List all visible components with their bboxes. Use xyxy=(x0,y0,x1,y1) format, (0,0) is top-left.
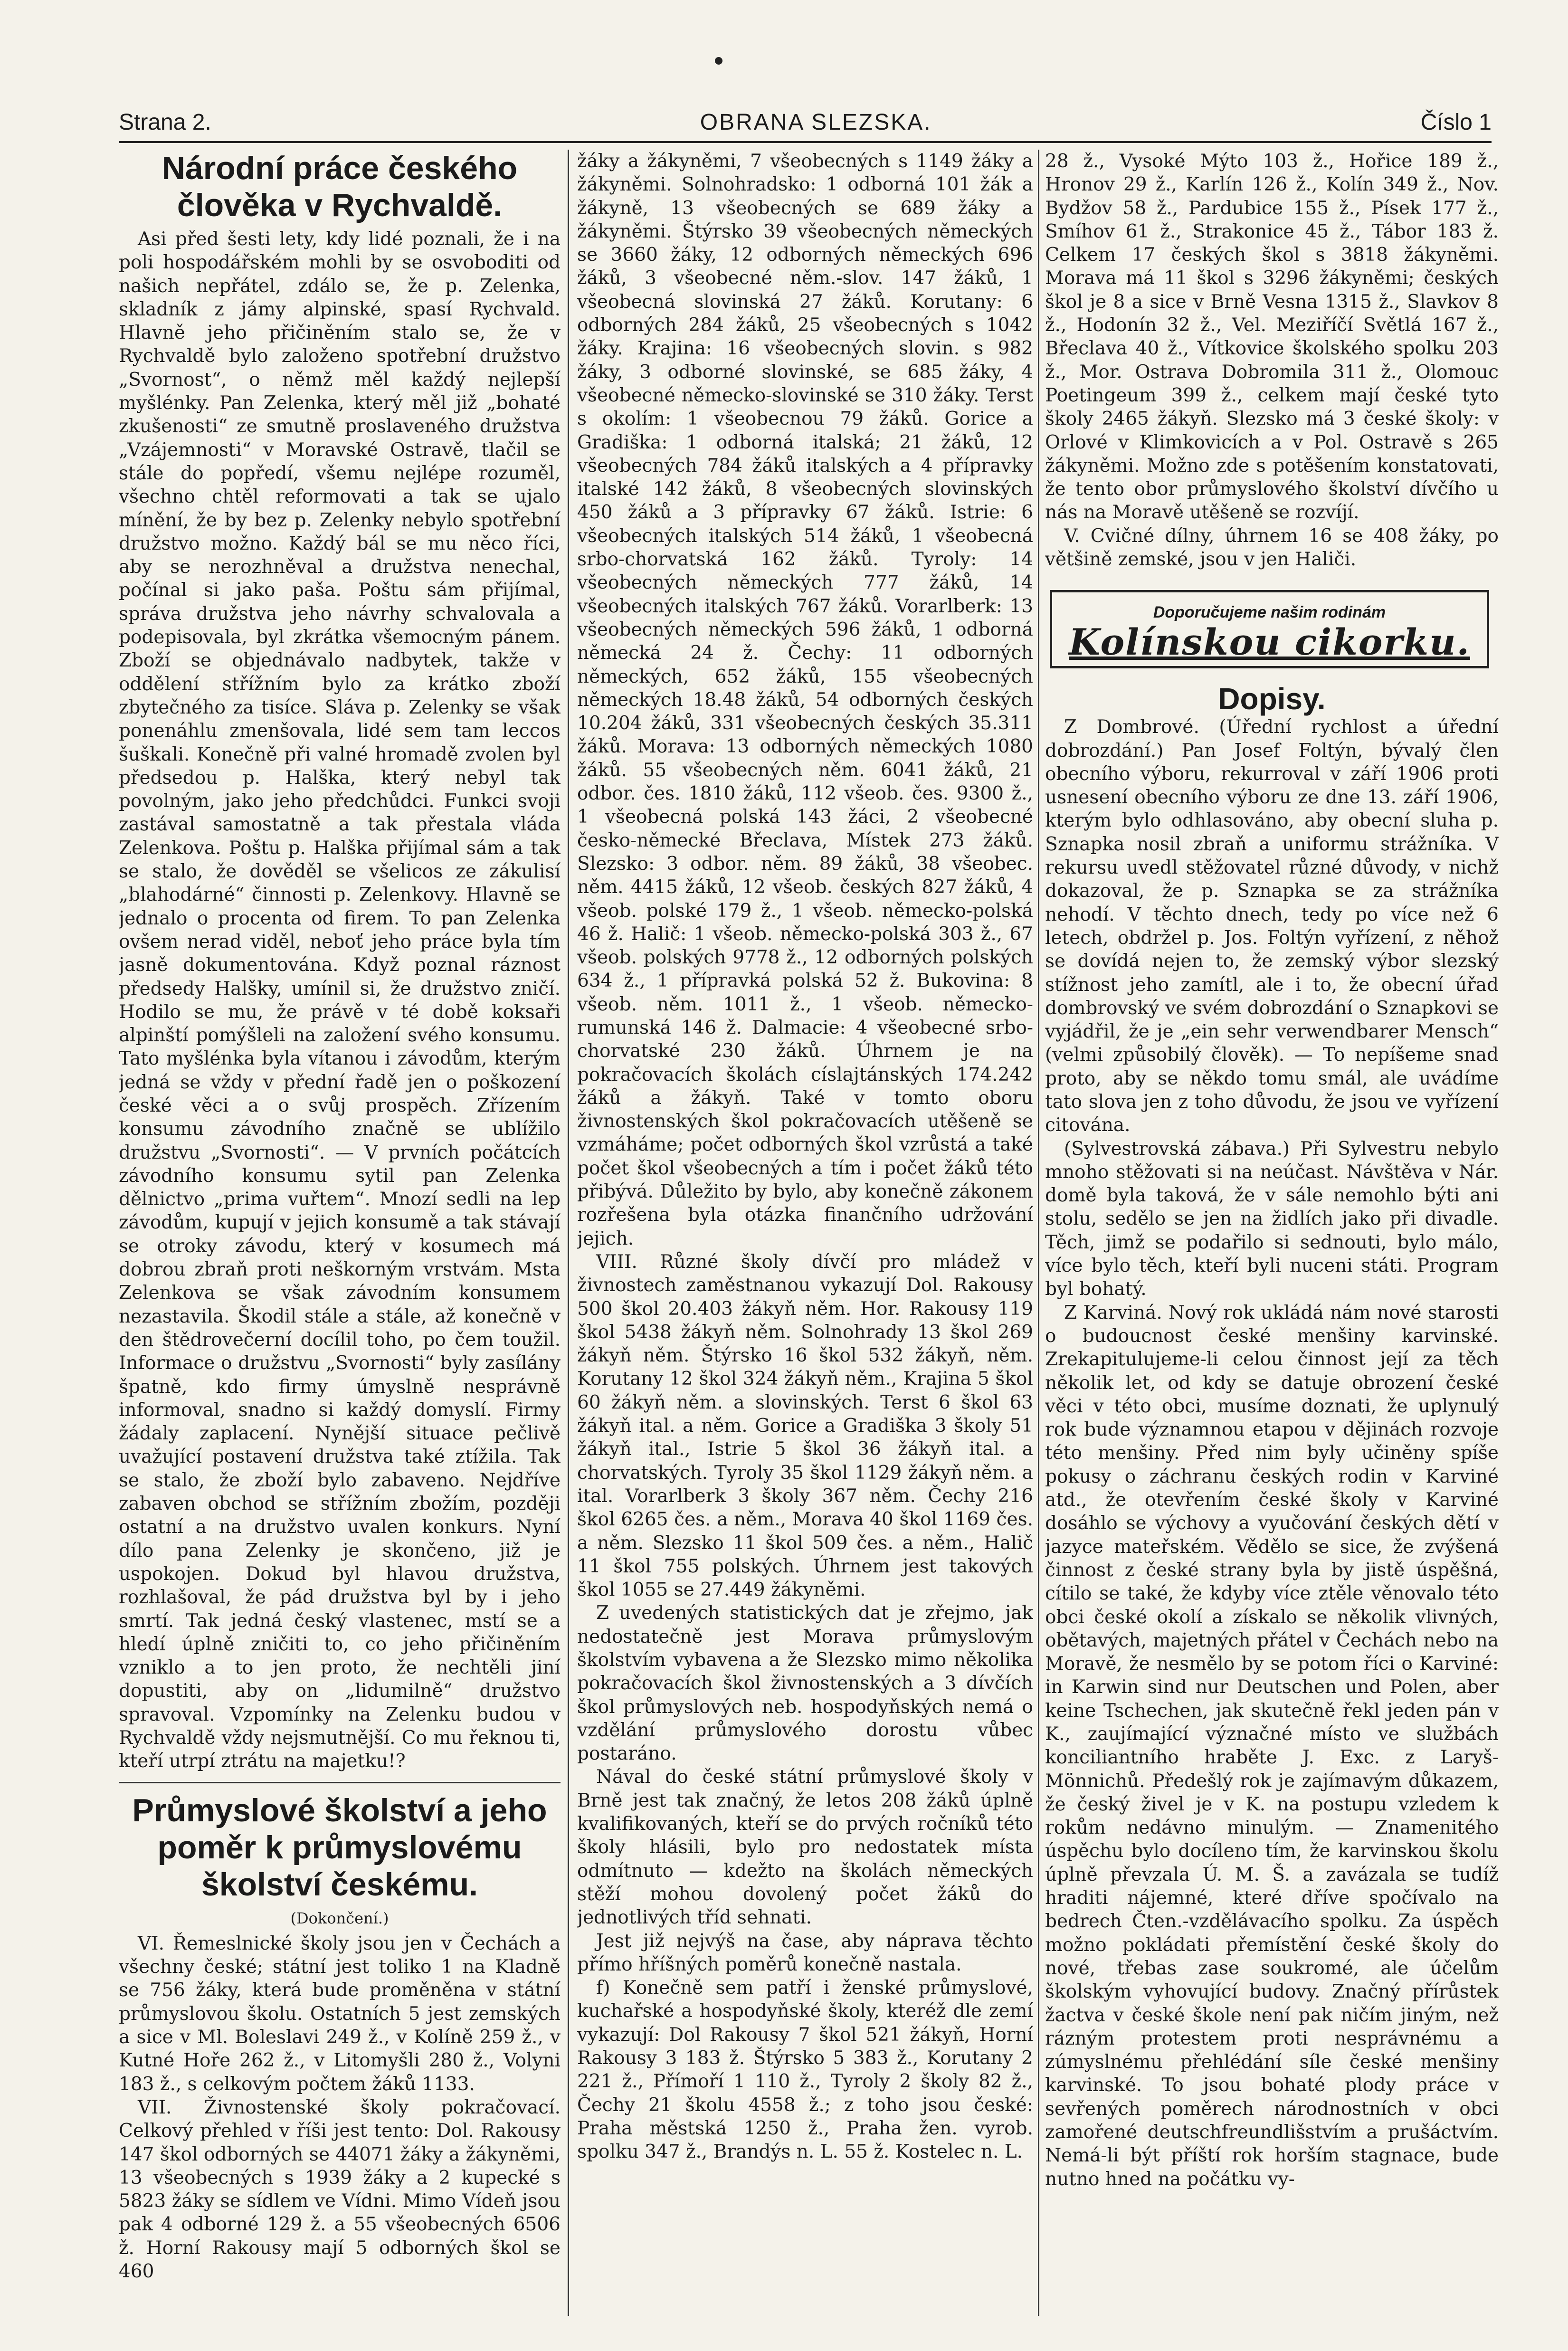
article-paragraph: V. Cvičné dílny, úhrnem 16 se 408 žáky, po většině zemské, jsou v jen Haliči. xyxy=(1045,525,1499,571)
article-paragraph: Jest již nejvýš na čase, aby náprava těchto přímo hříšných poměrů konečně nastala. xyxy=(577,1930,1033,1975)
column-2 xyxy=(577,150,1033,2321)
article-paragraph: žáky a žákyněmi, 7 všeobecných s 1149 žáky a žákyněmi. Solnohradsko: 1 odborná 101 žák a žákyně, 13 všeobecných se 689 žáky a žákyněmi. Štýrsko 39 všeobecných německých se 3660 žáky, 12 odborných německých 696 žáků, 3 všeobecné něm.-slov. 147 žáků, 1 všeobecná slovinská 27 žáků. Korutany: 6 odborných 284 žáků, 25 všeobecných s 1042 žáky. Krajina: 16 všeobecných slovin. s 982 žáky, 3 odborné slovinské, se 685 žáky, 4 všeobecné německo-slovinské se 310 žáky. Terst s okolím: 1 všeobecnou 79 žáků. Gorice a Gradiška: 1 odborná italská; 21 žáků, 12 všeobecných 784 žáků italských a 4 přípravky italské 142 žáků, 8 všeobecných slovinských 450 žáků a 3 přípravky 67 žáků. Istrie: 6 všeobecných italských 514 žáků, 1 všeobecná srbo-chorvatská 162 žáků. Tyroly: 14 všeobecných německých 777 žáků, 14 všeobecných italských 767 žáků. Vorarlberk: 13 všeobecných německých 596 žáků, 1 odborná německá 24 ž. Čechy: 11 odborných německých, 652 žáků, 155 všeobecných německých 18.48 žáků, 54 odborných českých 10.204 žáků, 331 všeobecných českých 35.311 žáků. Morava: 13 odborných německých 1080 žáků. 55 všeobecných něm. 6041 žáků, 21 odbor. čes. 1810 žáků, 112 všeob. čes. 9300 ž., 1 všeobecná polská 143 žáci, 2 všeobecné česko-německé Břeclava, Místek 273 žáků. Slezsko: 3 odbor. něm. 89 žáků, 38 všeobec. něm. 4415 žáků, 12 všeob. českých 827 žáků, 4 všeob. polské 179 ž., 1 všeob. německo-polská 46 ž. Halič: 1 všeob. německo-polská 303 ž., 67 všeob. polských 9778 ž., 12 odborných polských 634 ž., 1 přípravká polská 52 ž. Bukovina: 8 všeob. něm. 1011 ž., 1 všeob. německo-rumunská 146 ž. Dalmacie: 4 všeobecné srbo-chorvatské 230 žáků. Úhrnem je na pokračovacích školách císlajtánských 174.242 žáků a žákyň. Také v tomto oboru živnostenských škol pokračovacích utěšeně se vzmáháme; počet odborných škol vzrůstá a také počet škol všeobecných a tím i počet žáků této přibývá. Důležito by bylo, aby konečně zákonem rozřešena byla otázka finančního udržování jejich. xyxy=(577,151,1033,1249)
issue-number: Číslo 1 xyxy=(1420,110,1492,135)
article-paragraph: VIII. Různé školy dívčí pro mládež v živnostech zaměstnanou vykazují Dol. Rakousy 500 škol 20.403 žákyň něm. Hor. Rakousy 119 škol 5438 žákyň něm. Solnohrady 13 škol 269 žákyň něm. Štýrsko 16 škol 532 žákyň, něm. Korutany 12 škol 324 žákyň něm., Krajina 5 škol 60 žákyň něm. a slovinských. Terst 6 škol 63 žákyň ital. a něm. Gorice a Gradiška 3 školy 51 žákyň ital., Istrie 5 škol 36 žákyň ital. a chorvatských. Tyroly 35 škol 1129 žákyň něm. a ital. Vorarlberk 3 školy 367 něm. Čechy 216 škol 6265 čes. a něm., Morava 40 škol 1169 čes. a něm. Slezsko 11 škol 509 čes. a něm., Halič 11 škol 755 polských. Úhrnem jest takových škol 1055 se 27.449 žákyněmi. xyxy=(577,1251,1033,1601)
article-body: Asi před šesti lety, kdy lidé poznali, že i na poli hospodářském mohli by se osvoboditi od našich nepřátel, zdálo se, že p. Zelenka, skladník z jámy alpinské, spasí Rychvald. Hlavně jeho přičiněním stalo se, že v Rychvaldě bylo založeno spotřební družstvo „Svornost“, o němž měl každý nejlepší myšlénky. Pan Zelenka, který měl již „bohaté zkušenosti“ ze smutně proslaveného družstva „Vzájemnosti“ v Moravské Ostravě, tlačil se stále do popředí, všemu nejlépe rozuměl, všechno chtěl reformovati a tak se ujalo mínění, že by bez p. Zelenky nebylo spotřební družstvo možno. Každý bál se mu něco říci, aby se nerozhněval a družstva nenechal, počínal si jako paša. Poštu sám přijímal, správa družstva jeho návrhy schvalovala a podepisovala, byl zkrátka všemocným pánem. Zboží se objednávalo nadbytek, takže v oddělení střížním bylo za krátko zboží zbytečného za tisíce. Sláva p. Zelenky se však ponenáhlu zmenšovala, lidé sem tam leccos šuškali. Konečně při valné hromadě zvolen byl předsedou p. Halška, který nebyl tak povolným, jako jeho předchůdci. Funkci svoji zastával samostatně a tak přestala vláda Zelenkova. Poštu p. Halška přijímal sám a tak se stalo, že dověděl se všelicos ze zákulisí „blahodárné“ činnosti p. Zelenkovy. Hlavně se jednalo o procenta od firem. To pan Zelenka ovšem nerad viděl, neboť jeho práce byla tím jasně dokumentována. Když poznal ráznost předsedy Halšky, umínil si, že družstvo zničí. Hodilo se mu, že právě v té době koksaři alpinští pomýšleli na založení svého konsumu. Tato myšlénka byla vítanou i závodům, kterým jedná se vždy v přední řadě jen o poškození české věci a o svůj prospěch. Zřízením konsumu závodního značně se ublížilo družstvu „Svornosti“. — V prvních počátcích závodního konsumu sytil pan Zelenka dělnictvo „prima vuřtem“. Mnozí sedli na lep závodům, kupují v jejich konsumě a tak stávají se otroky závodu, který v kosumech má dobrou zbraň proti neškorným vrstvám. Msta Zelenkova se však závodním konsumem nezastavila. Škodil stále a stále, až konečně v den štědrovečerní docílil toho, po čem toužil. Informace o družstvu „Svornosti“ byly zasílány špatně, kdo firmy úmyslně nesprávně informoval, snadno si každý domyslí. Firmy žádaly zaplacení. Nynější situace pečlivě uvažující postavení družstva také ztížila. Tak se stalo, že zboží bylo zabaveno. Nejdříve zabaven obchod se střížním zbožím, později ostatní a na družstvo uvalen konkurs. Nyní dílo pana Zelenky je skončeno, již je uspokojen. Dokud byl hlavou družstva, rozhlašoval, že pád družstva byl by i jeho smrtí. Tak jedná český vlastenec, mstí se a hledí úplně zničiti to, co jeho přičiněním vzniklo a to jen proto, že nechtěli jiní dopustiti, aby on „lidumilně“ družstvo spravoval. Vzpomínky na Zelenku budou v Rychvaldě vždy nejsmutnější. Co mu řeknou ti, kteří utrpí ztrátu na majetku!? xyxy=(119,228,561,1772)
divider xyxy=(119,1782,561,1783)
article-paragraph: VII. Živnostenské školy pokračovací. Celkový přehled v říši jest tento: Dol. Rakousy 147 škol odborných se 44071 žáky a žákyněmi, 13 všeobecných s 1939 žáky a 2 kupecké s 5823 žáky se sídlem ve Vídni. Mimo Vídeň jsou pak 4 odborné 129 ž. a 55 všeobecných 6506 ž. Horní Rakousy mají 5 odborných škol se 460 xyxy=(119,2096,561,2283)
section-title: Dopisy. xyxy=(1218,681,1326,716)
page-header xyxy=(119,97,1492,143)
article-title: Průmyslové školství a jeho poměr k průmyslovému školství českému. xyxy=(132,1792,547,1903)
article-paragraph: f) Konečně sem patří i ženské průmyslové, kuchařské a hospodyňské školy, kteréž dle zemí vykazují: Dol Rakousy 7 škol 521 žákyň, Horní Rakousy 3 183 ž. Štýrsko 5 383 ž., Korutany 2 221 ž., Přímoří 1 110 ž., Tyroly 2 školy 82 ž., Čechy 21 školu 4558 ž.; z toho jsou české: Praha městská 1250 ž., Praha žen. vyrob. spolku 347 ž., Brandýs n. L. 55 ž. Kostelec n. L. xyxy=(577,1977,1033,2163)
column-1 xyxy=(119,150,561,2321)
page-number: Strana 2. xyxy=(119,110,211,135)
article-title: Národní práce českého člověka v Rychvaldě. xyxy=(162,150,518,223)
article-paragraph: 28 ž., Vysoké Mýto 103 ž., Hořice 189 ž., Hronov 29 ž., Karlín 126 ž., Kolín 349 ž., Nov. Bydžov 58 ž., Pardubice 155 ž., Písek 177 ž., Smíhov 61 ž., Strakonice 45 ž., Tábor 183 ž. Celkem 17 českých škol s 3818 žákyněmi. Morava má 11 škol s 3296 žákyněmi; českých škol je 8 a sice v Brně Vesna 1315 ž., Slavkov 8 ž., Hodonín 32 ž., Vel. Meziříčí Světlá 167 ž., Břeclava 40 ž., Vítkovice školského spolku 203 ž., Mor. Ostrava Dobromila 311 ž., Olomouc Poetingeum 399 ž., celkem mají české tyto školy 2465 žákyň. Slezsko má 3 české školy: v Orlové v Klimkovicích a v Pol. Ostravě s 265 žákyněmi. Možno zde s potěšením konstatovati, že tento obor průmyslového školství dívčího u nás na Moravě utěšeně se rozvíjí. xyxy=(1045,151,1499,524)
newspaper-title: OBRANA SLEZSKA. xyxy=(700,110,932,135)
continuation-note: (Dokončení.) xyxy=(290,1909,389,1927)
ad-product-name: Kolínskou cikorku. xyxy=(1069,620,1470,663)
advertisement-box xyxy=(1050,590,1489,668)
article-paragraph: Z Dombrové. (Úřední rychlost a úřední dobrozdání.) Pan Josef Foltýn, bývalý člen obecního výboru, rekurroval v září 1906 proti usnesení obecního výboru ze dne 13. září 1906, kterým bylo odhlasováno, aby obecní sluha p. Sznapka nosil zbraň a uniformu strážníka. V rekursu uvedl stěžovatel různé důvody, v nichž dokazoval, že p. Sznapka se za strážníka nehodí. V těchto dnech, tedy po více než 6 letech, obdržel p. Jos. Foltýn vyřízení, z něhož se dovídá nejen to, že zemský výbor slezský stížnost jeho zamítl, ale i to, že obecní úřad dombrovský ve svém dobrozdání o Sznapkovi se vyjádřil, že je „ein sehr verwendbarer Mensch“ (velmi způsobilý člověk). — To nepíšeme snad proto, aby se někdo tomu smál, ale uvádíme tato slova jen z toho důvodu, že jsou ve vyřízení citována. xyxy=(1045,716,1499,1136)
column-3 xyxy=(1045,150,1499,2321)
column-rule xyxy=(1038,150,1039,2316)
ad-lead-text: Doporučujeme našim rodinám xyxy=(1153,603,1386,622)
article-paragraph: VI. Řemeslnické školy jsou jen v Čechách a všechny české; státní jest toliko 1 na Kladně se 756 žáky, která bude proměněna v státní průmyslovou školu. Ostatních 5 jest zemských a sice v Ml. Boleslavi 249 ž., v Kolíně 259 ž., v Kutné Hoře 262 ž., v Litomyšli 280 ž., Volyni 183 ž., s celkovým počtem žáků 1133. xyxy=(119,1932,561,2095)
article-paragraph: (Sylvestrovská zábava.) Při Sylvestru nebylo mnoho stěžovati si na neúčast. Návštěva v Nár. domě byla taková, že v sále nemohlo býti ani stolu, sedělo se jen na židlích jako při divadle. Těch, jimž se podařilo si sednouti, bylo málo, více bylo těch, kteří byli nuceni státi. Program byl bohatý. xyxy=(1045,1138,1499,1300)
article-paragraph: Nával do české státní průmyslové školy v Brně jest tak značný, že letos 208 žáků úplně kvalifikovaných, kteří se do prvých ročníků této školy hlásili, bylo pro nedostatek místa odmítnuto — kdežto na školách německých stěží mohou dovolený počet žáků do jednotlivých tříd sehnati. xyxy=(577,1766,1033,1929)
article-paragraph: Z uvedených statistických dat je zřejmo, jak nedostatečně jest Morava průmyslovým školstvím vybavena a že Slezsko mimo několika pokračovacích škol živnostenských a 3 dívčích škol průmyslových neb. hospodyňských nemá o vzdělání průmyslového dorostu vůbec postaráno. xyxy=(577,1602,1033,1765)
article-paragraph: Z Karviná. Nový rok ukládá nám nové starosti o budoucnost české menšiny karvinské. Zrekapitulujeme-li celou činnost její za těch několik let, od kdy se datuje obrození české věci v této obci, musíme doznati, že uplynulý rok bude významnou etapou v dějinách rozvoje této menšiny. Před nim byly učiněny spíše pokusy o záchranu českých rodin v Karviné atd., že otevřením české školy v Karviné dosáhlo se výchovy a vyučování českých dětí v jazyce mateřském. Vědělo se sice, že zvýšená činnost z české strany byla by jistě úspěšná, cítilo se také, že kdyby více ztěle věnovalo této obci české okolí a získalo se několik vlivných, obětavých, majetných přátel v Čechách nebo na Moravě, že nesmělo by se potom říci o Karviné: in Karwin sind nur Deutschen und Polen, aber keine Tschechen, jak skutečně řekl jeden pán v K., zaujímající význačné místo ve službách konciliantního hraběte J. Exc. z Laryš-Mönnichů. Předešlý rok je zajímavým důkazem, že český živel je v K. na postupu vzledem k rokům nedávno minulým. — Znamenitého úspěchu bylo docíleno tím, že karvinskou školu úplně převzala Ú. M. Š. a zavázala se tudíž hraditi nájemné, které dříve spočívalo na bedrech Čten.-vzdělávacího spolku. Za úspěch možno pokládati přemístění české školy do nové, třebas zase soukromé, ale účelům školským vyhovující budovy. Značný přírůstek žactva v české škole není pak ničím jiným, než rázným protestem proti nesprávnému a zúmyslnému přehlédání síle české menšiny karvinské. To jsou bohaté plody práce v sevřených poměrech národnostních v obci zamořené deutschfreundlišstvím a prušáctvím. Nemá-li být příští rok horším stagnace, bude nutno hned na počátku vy- xyxy=(1045,1302,1499,2190)
ink-dot xyxy=(715,57,722,65)
column-rule xyxy=(568,150,569,2316)
